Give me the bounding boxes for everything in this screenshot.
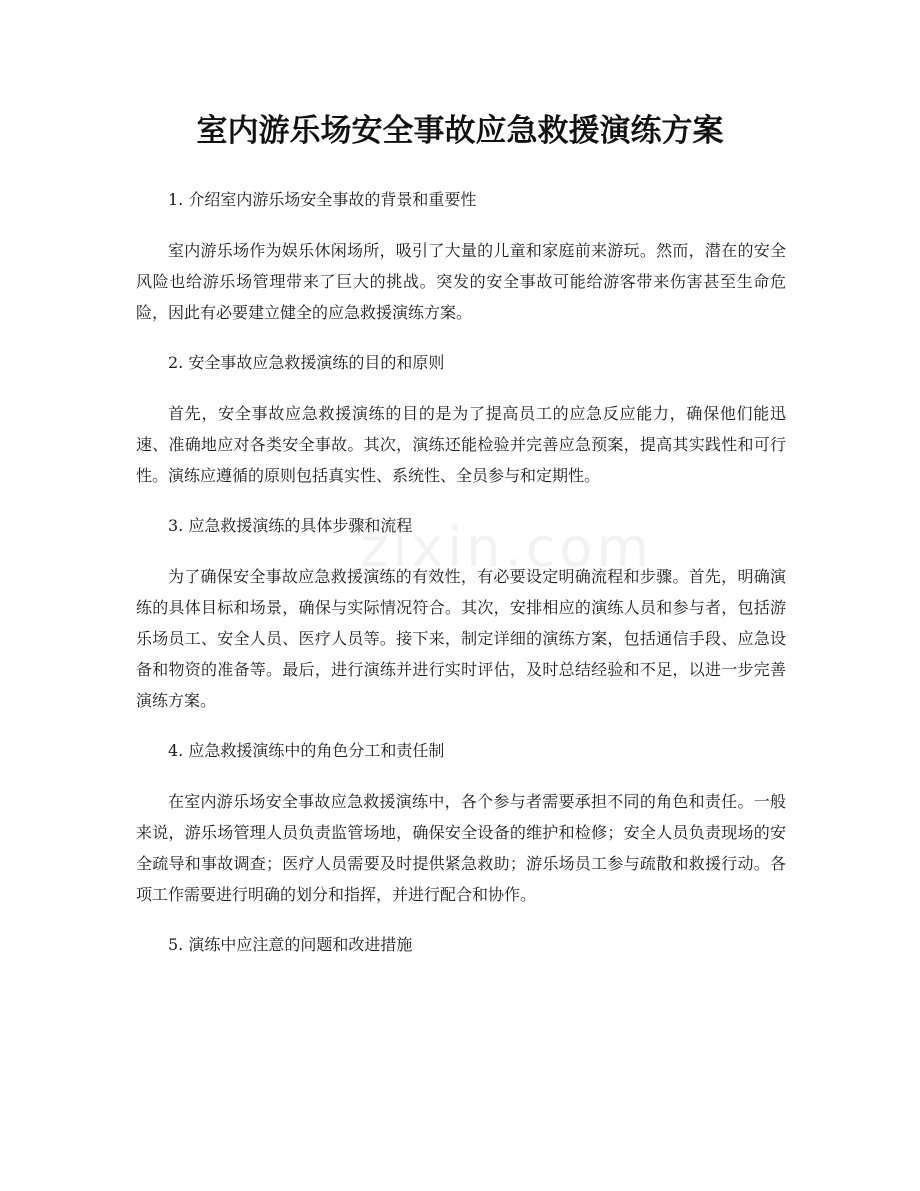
section-heading: 4. 应急救援演练中的角色分工和责任制	[168, 741, 445, 760]
section-paragraph: 为了确保安全事故应急救援演练的有效性，有必要设定明确流程和步骤。首先，明确演练的具体目标和场景，确保与实际情况符合。其次，安排相应的演练人员和参与者，包括游乐场员工、安全人员、医疗人员等。接下来，制定详细的演练方案，包括通信手段、应急设备和物资的准备等。最后，进行演练并进行实时评估，及时总结经验和不足，以进一步完善演练方案。	[136, 567, 786, 710]
section-heading: 1. 介绍室内游乐场安全事故的背景和重要性	[168, 190, 477, 209]
section-paragraph: 室内游乐场作为娱乐休闲场所，吸引了大量的儿童和家庭前来游玩。然而，潜在的安全风险也给游乐场管理带来了巨大的挑战。突发的安全事故可能给游客带来伤害甚至生命危险，因此有必要建立健全的应急救援演练方案。	[136, 241, 786, 322]
document-body	[136, 182, 786, 963]
section-heading: 3. 应急救援演练的具体步骤和流程	[168, 516, 413, 535]
watermark: zixin.com	[360, 516, 654, 579]
section-heading: 5. 演练中应注意的问题和改进措施	[168, 935, 413, 954]
section-paragraph: 首先，安全事故应急救援演练的目的是为了提高员工的应急反应能力，确保他们能迅速、准确地应对各类安全事故。其次，演练还能检验并完善应急预案，提高其实践性和可行性。演练应遵循的原则包括真实性、系统性、全员参与和定期性。	[136, 404, 786, 485]
section-heading: 2. 安全事故应急救援演练的目的和原则	[168, 353, 445, 372]
document-title: 室内游乐场安全事故应急救援演练方案	[196, 113, 724, 149]
section-paragraph: 在室内游乐场安全事故应急救援演练中，各个参与者需要承担不同的角色和责任。一般来说，游乐场管理人员负责监管场地，确保安全设备的维护和检修；安全人员负责现场的安全疏导和事故调查；医疗人员需要及时提供紧急救助；游乐场员工参与疏散和救援行动。各项工作需要进行明确的划分和指挥，并进行配合和协作。	[136, 792, 786, 904]
